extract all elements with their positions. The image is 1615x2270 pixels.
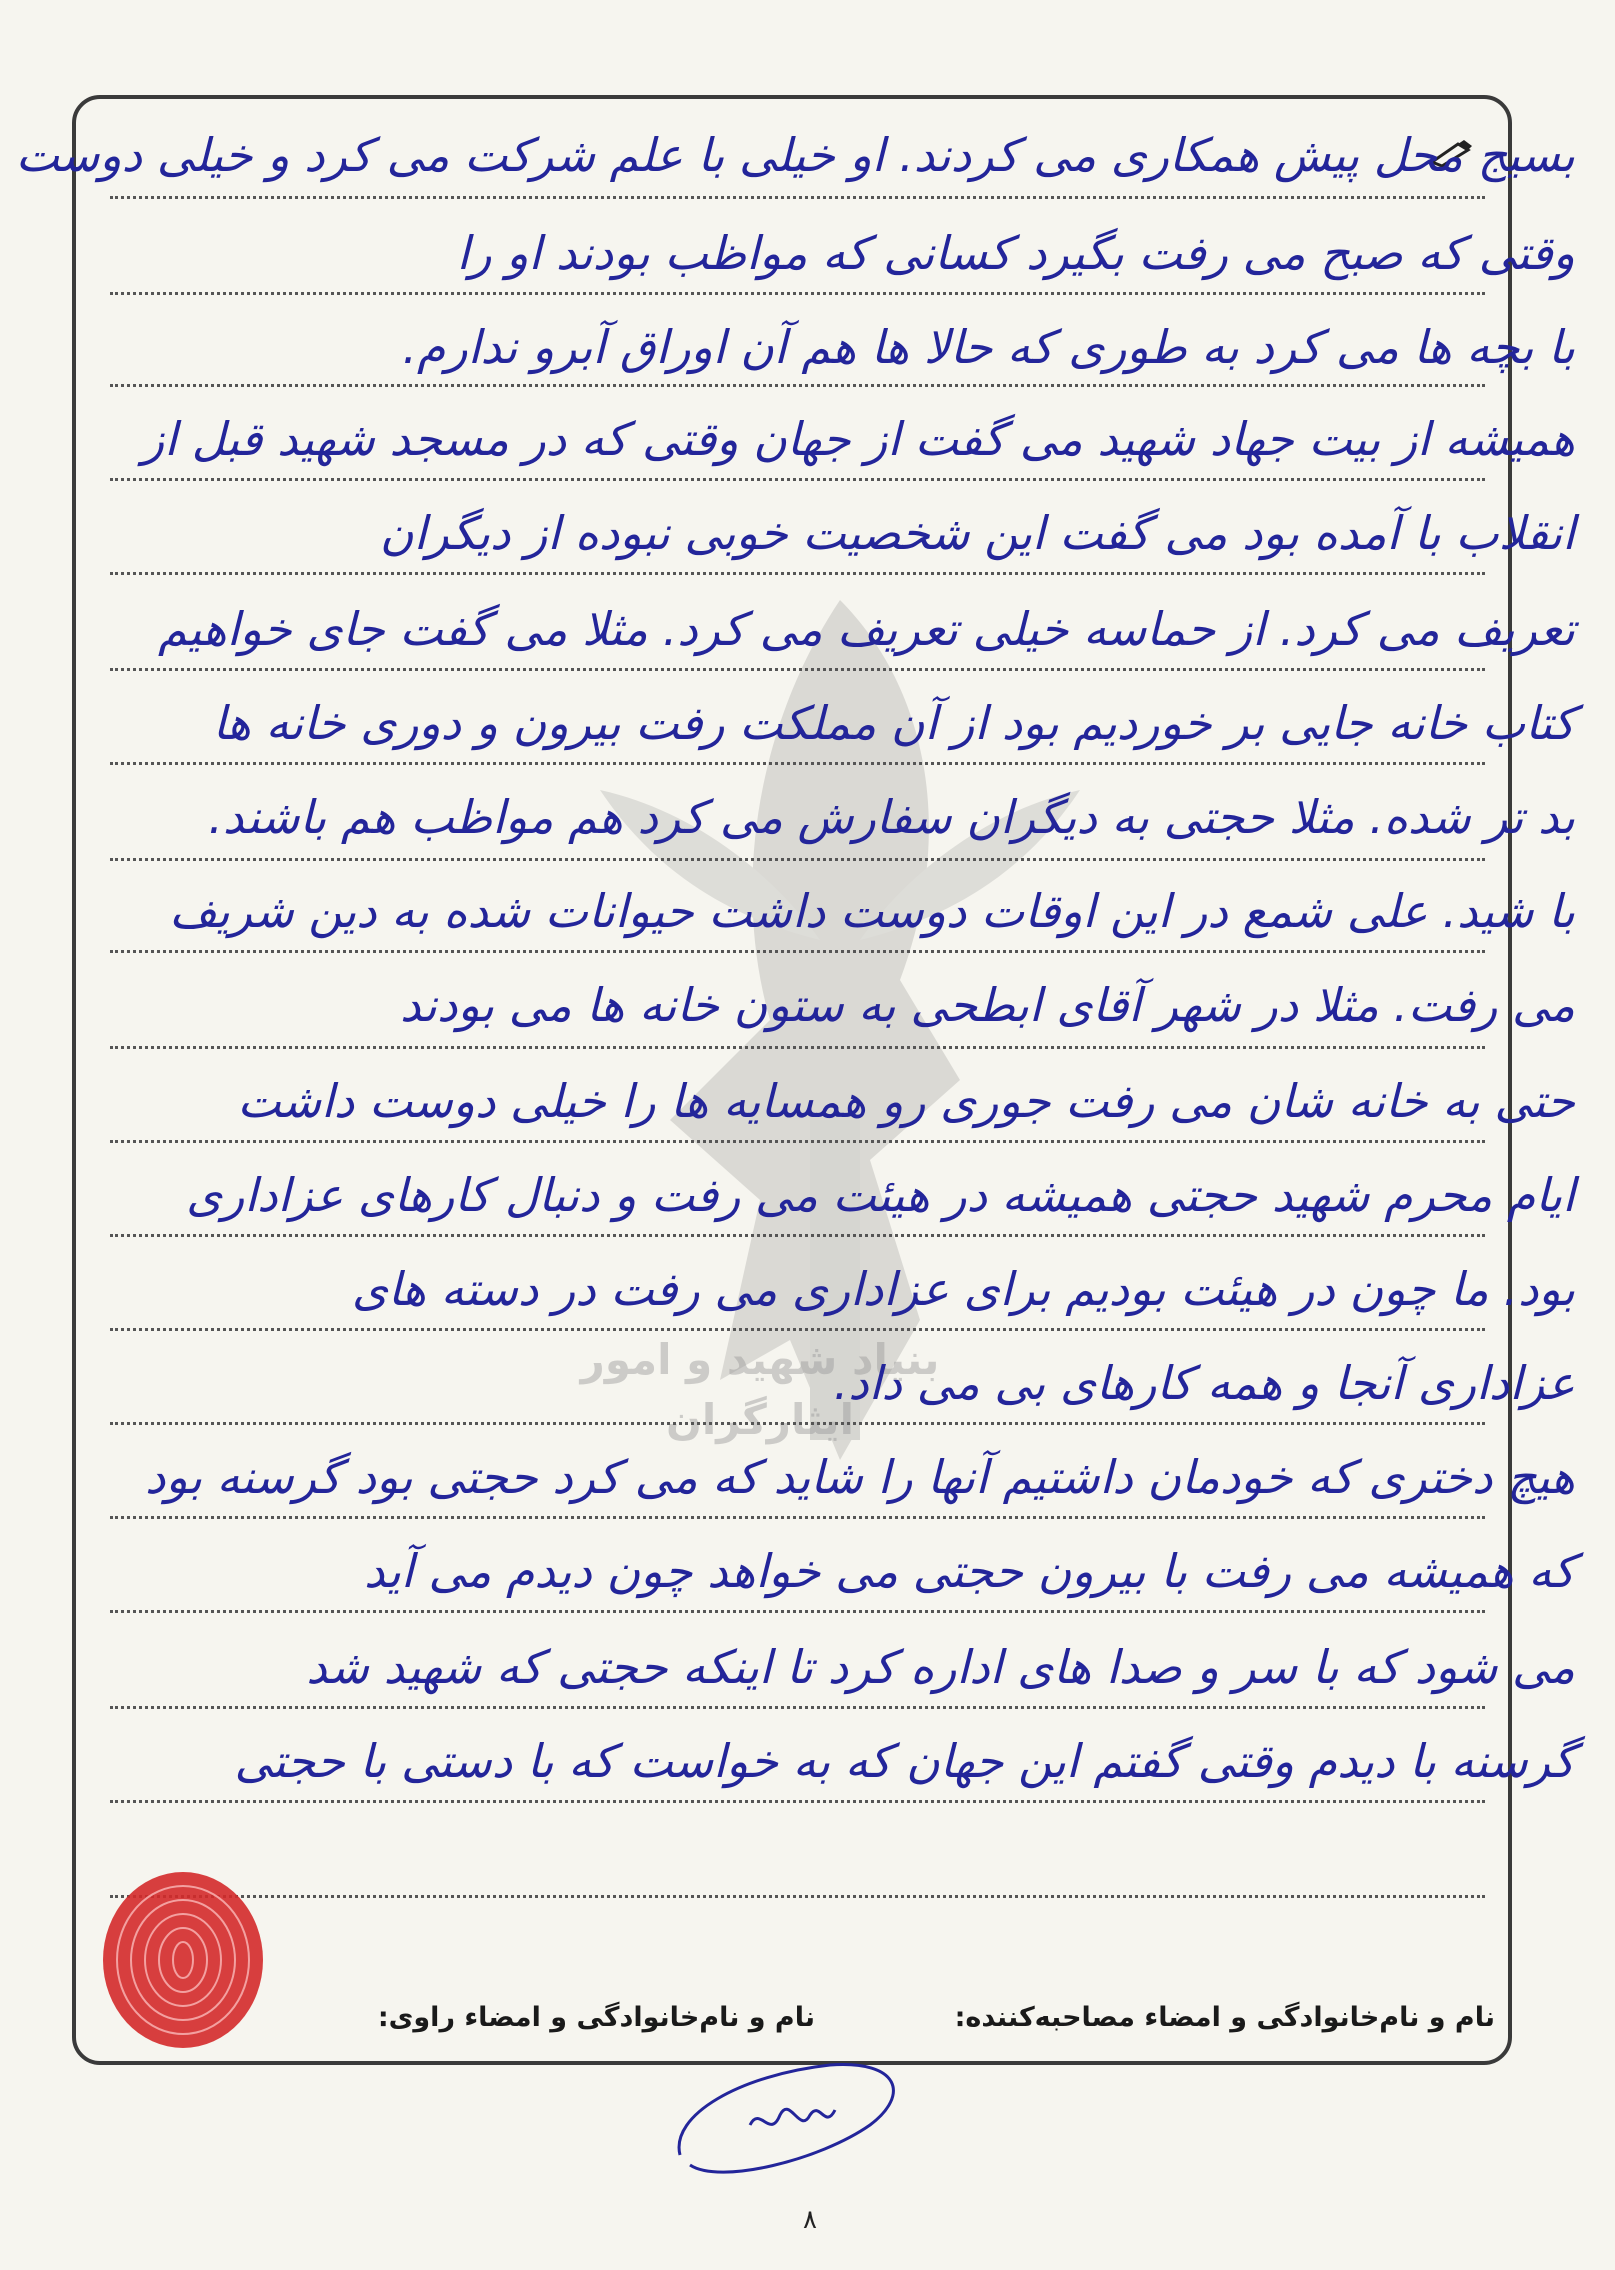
handwritten-line: بود. ما چون در هیئت بودیم برای عزاداری می رفت در دسته های xyxy=(351,1262,1575,1316)
handwritten-line: می شود که با سر و صدا های اداره کرد تا اینکه حجتی که شهید شد xyxy=(306,1640,1575,1694)
handwritten-line: همیشه از بیت جهاد شهید می گفت از جهان وقتی که در مسجد شهید قبل از xyxy=(142,412,1575,466)
ruled-line xyxy=(110,572,1485,575)
handwritten-line: ایام محرم شهید حجتی همیشه در هیئت می رفت و دنبال کارهای عزاداری xyxy=(186,1168,1575,1222)
handwritten-line: انقلاب با آمده بود می گفت این شخصیت خوبی نبوده از دیگران xyxy=(379,506,1575,560)
ruled-line xyxy=(110,950,1485,953)
ruled-line xyxy=(110,1895,1485,1898)
ruled-line xyxy=(110,1140,1485,1143)
handwritten-line: با شید. علی شمع در این اوقات دوست داشت حیوانات شده به دین شریف xyxy=(169,884,1575,938)
thumbprint-stamp xyxy=(95,1865,270,2055)
handwritten-line: تعریف می کرد. از حماسه خیلی تعریف می کرد. مثلا می گفت جای خواهیم xyxy=(157,602,1575,656)
handwritten-line: حتی به خانه شان می رفت جوری رو همسایه ها را خیلی دوست داشت xyxy=(237,1074,1575,1128)
handwritten-line: گرسنه با دیدم وقتی گفتم این جهان که به خواست که با دستی با حجتی xyxy=(234,1734,1575,1788)
handwritten-line: که همیشه می رفت با بیرون حجتی می خواهد چون دیدم می آید xyxy=(363,1544,1575,1598)
ruled-line xyxy=(110,384,1485,387)
ruled-line xyxy=(110,196,1485,199)
ruled-line xyxy=(110,1516,1485,1519)
ruled-line xyxy=(110,1610,1485,1613)
handwritten-line: بسیج محل پیش همکاری می کردند. او خیلی با علم شرکت می کرد و خیلی دوست xyxy=(15,128,1575,182)
watermark-text: بنیاد شهید و امور ایثارگران xyxy=(580,1335,940,1444)
handwritten-line: می رفت. مثلا در شهر آقای ابطحی به ستون خانه ها می بودند xyxy=(400,978,1575,1032)
handwritten-line: بد تر شده. مثلا حجتی به دیگران سفارش می کرد هم مواظب هم باشند. xyxy=(208,790,1575,844)
handwritten-line: کتاب خانه جایی بر خوردیم بود از آن مملکت رفت بیرون و دوری خانه ها xyxy=(212,696,1575,750)
ruled-line xyxy=(110,1800,1485,1803)
page-number: ۸ xyxy=(803,2205,817,2235)
ruled-line xyxy=(110,292,1485,295)
handwritten-line: هیچ دختری که خودمان داشتیم آنها را شاید که می کرد حجتی بود گرسنه بود xyxy=(144,1450,1575,1504)
ruled-line xyxy=(110,1234,1485,1237)
ruled-line xyxy=(110,1046,1485,1049)
ruled-line xyxy=(110,478,1485,481)
ruled-line xyxy=(110,1328,1485,1331)
ruled-line xyxy=(110,1706,1485,1709)
narrator-signature-label: نام و نام‌خانوادگی و امضاء راوی: xyxy=(377,2002,815,2033)
handwritten-line: عزاداری آنجا و همه کارهای بی می داد. xyxy=(833,1356,1575,1410)
handwritten-line: با بچه ها می کرد به طوری که حالا ها هم آن اوراق آبرو ندارم. xyxy=(402,320,1575,374)
ruled-line xyxy=(110,1422,1485,1425)
handwritten-line: وقتی که صبح می رفت بگیرد کسانی که مواظب بودند او را xyxy=(456,226,1575,280)
signature-mark xyxy=(660,2045,910,2195)
ruled-line xyxy=(110,668,1485,671)
interviewer-signature-label: نام و نام‌خانوادگی و امضاء مصاحبه‌کننده: xyxy=(954,2002,1495,2033)
ruled-line xyxy=(110,762,1485,765)
ruled-line xyxy=(110,858,1485,861)
